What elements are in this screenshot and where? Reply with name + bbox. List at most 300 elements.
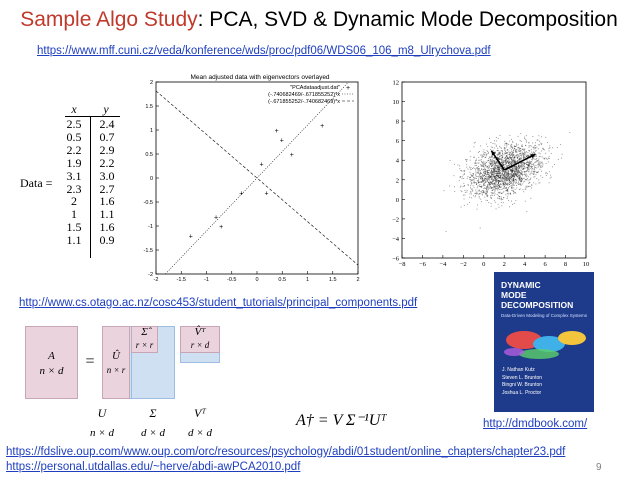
c2-sample-point (520, 140, 521, 141)
c2-sample-point (528, 169, 529, 170)
c2-sample-point (538, 162, 539, 163)
c2-sample-point (512, 188, 513, 189)
link-oup-chapter23[interactable]: https://fdslive.oup.com/www.oup.com/orc/resources/psychology/abdi/01student/online_chapters/chapter23.pdf (6, 446, 566, 458)
c2-sample-point (490, 162, 491, 163)
c1-data-point: + (239, 190, 244, 198)
c2-sample-point (473, 195, 474, 196)
c2-sample-point (491, 155, 492, 156)
c2-sample-point (473, 175, 474, 176)
c2-sample-point (474, 157, 475, 158)
c1-data-point: + (289, 151, 294, 159)
c2-sample-point (475, 193, 476, 194)
c2-sample-point (549, 147, 550, 148)
column-rule (90, 116, 91, 258)
c2-sample-point (523, 166, 524, 167)
c2-sample-point (505, 162, 506, 163)
c2-sample-point (499, 178, 500, 179)
c2-sample-point (511, 179, 512, 180)
c2-sample-point (520, 150, 521, 151)
c2-sample-point (460, 186, 461, 187)
c2-sample-point (449, 186, 450, 187)
c2-sample-point (517, 173, 518, 174)
c2-sample-point (549, 145, 550, 146)
c2-sample-point (494, 170, 495, 171)
c2-sample-point (477, 170, 478, 171)
c2-sample-point (495, 187, 496, 188)
c2-sample-point (501, 184, 502, 185)
c2-sample-point (541, 162, 542, 163)
c2-sample-point (488, 170, 489, 171)
c2-sample-point (494, 161, 495, 162)
c2-sample-point (473, 167, 474, 168)
c2-sample-point (524, 138, 525, 139)
c2-sample-point (496, 163, 497, 164)
c2-sample-point (478, 191, 479, 192)
c2-sample-point (497, 155, 498, 156)
c2-sample-point (481, 201, 482, 202)
c2-sample-point (486, 166, 487, 167)
cell-x-9: 1.1 (66, 233, 82, 248)
c2-sample-point (503, 192, 504, 193)
c2-sample-point (505, 185, 506, 186)
c2-sample-point (491, 179, 492, 180)
c2-sample-point (487, 200, 488, 201)
c2-sample-point (503, 161, 504, 162)
c2-sample-point (527, 162, 528, 163)
c2-sample-point (504, 147, 505, 148)
c2-sample-point (497, 169, 498, 170)
c2-sample-point (490, 187, 491, 188)
c2-sample-point (523, 168, 524, 169)
c2-sample-point (531, 161, 532, 162)
c2-sample-point (491, 173, 492, 174)
c2-sample-point (512, 186, 513, 187)
c2-sample-point (466, 192, 467, 193)
c2-sample-point (539, 161, 540, 162)
c2-sample-point (495, 190, 496, 191)
c2-sample-point (526, 186, 527, 187)
c2-sample-point (508, 158, 509, 159)
c2-sample-point (508, 187, 509, 188)
c2-sample-point (507, 178, 508, 179)
c2-sample-point (520, 159, 521, 160)
c2-sample-point (494, 143, 495, 144)
c2-sample-point (496, 162, 497, 163)
c2-sample-point (465, 159, 466, 160)
c2-sample-point (482, 190, 483, 191)
c2-sample-point (485, 194, 486, 195)
c2-sample-point (464, 185, 465, 186)
c2-sample-point (529, 145, 530, 146)
dmd-book-cover[interactable] (494, 272, 594, 412)
c2-sample-point (492, 171, 493, 172)
c2-sample-point (488, 158, 489, 159)
chart1-legend (268, 85, 354, 105)
c2-sample-point (530, 168, 531, 169)
c2-sample-point (480, 145, 481, 146)
c2-sample-point (497, 188, 498, 189)
c2-ytick-label: 8 (395, 118, 399, 126)
c2-sample-point (471, 194, 472, 195)
c2-sample-point (476, 165, 477, 166)
c2-sample-point (502, 173, 503, 174)
c2-sample-point (496, 175, 497, 176)
c2-sample-point (491, 147, 492, 148)
c1-xtick-label: -2 (153, 277, 159, 283)
c2-sample-point (544, 149, 545, 150)
c2-sample-point (472, 180, 473, 181)
c2-sample-point (469, 202, 470, 203)
c2-sample-point (504, 145, 505, 146)
c2-sample-point (491, 203, 492, 204)
c2-sample-point (494, 163, 495, 164)
c2-sample-point (502, 163, 503, 164)
c2-sample-point (511, 144, 512, 145)
c2-sample-point (472, 183, 473, 184)
c2-sample-point (521, 154, 522, 155)
c2-sample-point (477, 172, 478, 173)
c2-sample-point (483, 179, 484, 180)
c2-sample-point (472, 179, 473, 180)
c2-sample-point (521, 166, 522, 167)
c2-sample-point (527, 187, 528, 188)
c2-sample-point (492, 174, 493, 175)
c2-sample-point (500, 152, 501, 153)
c1-data-point: + (219, 223, 224, 231)
c2-sample-point (532, 164, 533, 165)
matrix-sigma-hat-dim: r × r (135, 340, 154, 350)
c2-sample-point (510, 194, 511, 195)
c2-sample-point (512, 178, 513, 179)
header-x: x (71, 102, 77, 116)
c2-sample-point (501, 175, 502, 176)
c2-xtick-label: 4 (523, 261, 527, 268)
c2-sample-point (506, 174, 507, 175)
c2-sample-point (508, 173, 509, 174)
c2-sample-point (481, 179, 482, 180)
c2-sample-point (561, 158, 562, 159)
c2-sample-point (482, 178, 483, 179)
c2-sample-point (524, 172, 525, 173)
c2-sample-point (493, 180, 494, 181)
c2-sample-point (534, 158, 535, 159)
c2-sample-point (495, 162, 496, 163)
c2-sample-point (509, 156, 510, 157)
c2-sample-point (497, 187, 498, 188)
c2-ytick-label: 2 (395, 177, 399, 185)
c2-sample-point (484, 197, 485, 198)
c2-sample-point (504, 173, 505, 174)
c2-sample-point (541, 143, 542, 144)
c2-sample-point (488, 185, 489, 186)
c2-sample-point (524, 153, 525, 154)
c2-sample-point (514, 185, 515, 186)
c2-sample-point (524, 166, 525, 167)
c2-sample-point (527, 178, 528, 179)
link-otago-pdf[interactable]: http://www.cs.otago.ac.nz/cosc453/student_tutorials/principal_components.pdf (19, 297, 418, 309)
c2-sample-point (501, 157, 502, 158)
label-u: U (97, 406, 107, 420)
c2-sample-point (475, 165, 476, 166)
c2-sample-point (492, 193, 493, 194)
c2-sample-point (510, 193, 511, 194)
cell-x-5: 2.3 (66, 181, 82, 196)
c2-sample-point (483, 154, 484, 155)
c2-sample-point (492, 179, 493, 180)
c2-sample-point (465, 192, 466, 193)
c2-sample-point (520, 170, 521, 171)
c2-sample-point (508, 193, 509, 194)
c2-sample-point (523, 165, 524, 166)
c2-sample-point (461, 207, 462, 208)
c2-sample-point (470, 192, 471, 193)
c2-sample-point (501, 205, 502, 206)
c2-sample-point (509, 169, 510, 170)
c2-sample-point (494, 158, 495, 159)
c2-sample-point (510, 152, 511, 153)
c2-sample-point (520, 176, 521, 177)
c2-sample-point (534, 147, 535, 148)
c2-sample-point (509, 162, 510, 163)
c2-sample-point (511, 170, 512, 171)
page-number: 9 (596, 462, 602, 473)
c2-sample-point (511, 155, 512, 156)
c2-sample-point (513, 168, 514, 169)
c2-sample-point (525, 175, 526, 176)
c2-sample-point (491, 197, 492, 198)
c2-sample-point (540, 163, 541, 164)
c2-sample-point (516, 185, 517, 186)
c2-sample-point (506, 146, 507, 147)
c2-sample-point (481, 165, 482, 166)
c2-sample-point (491, 170, 492, 171)
c2-sample-point (495, 171, 496, 172)
c1-data-point: + (214, 214, 219, 222)
c2-sample-point (516, 188, 517, 189)
c2-sample-point (534, 166, 535, 167)
c2-sample-point (522, 179, 523, 180)
c2-sample-point (485, 172, 486, 173)
c2-sample-point (525, 163, 526, 164)
c2-sample-point (535, 184, 536, 185)
c2-sample-point (516, 143, 517, 144)
c2-sample-point (463, 195, 464, 196)
c2-sample-point (504, 158, 505, 159)
link-dmdbook[interactable]: http://dmdbook.com/ (483, 418, 588, 430)
c2-sample-point (493, 189, 494, 190)
c2-sample-point (533, 182, 534, 183)
c2-sample-point (530, 145, 531, 146)
c2-sample-point (487, 186, 488, 187)
c2-sample-point (474, 178, 475, 179)
c2-sample-point (532, 136, 533, 137)
c2-sample-point (486, 144, 487, 145)
c2-sample-point (464, 199, 465, 200)
c2-sample-point (486, 170, 487, 171)
c2-sample-point (483, 188, 484, 189)
link-abdi-pca2010[interactable]: https://personal.utdallas.edu/~herve/abdi-awPCA2010.pdf (6, 461, 301, 473)
c2-sample-point (500, 155, 501, 156)
c2-sample-point (492, 195, 493, 196)
c2-sample-point (469, 193, 470, 194)
c1-xtick-label: -1 (204, 277, 209, 283)
c2-sample-point (482, 176, 483, 177)
c2-sample-point (499, 153, 500, 154)
c2-sample-point (495, 182, 496, 183)
c2-sample-point (488, 187, 489, 188)
c2-sample-point (517, 157, 518, 158)
c2-sample-point (492, 156, 493, 157)
c2-sample-point (490, 160, 491, 161)
c2-sample-point (496, 179, 497, 180)
c2-sample-point (474, 143, 475, 144)
c2-sample-point (542, 166, 543, 167)
c2-sample-point (464, 171, 465, 172)
c2-sample-point (503, 191, 504, 192)
c1-data-point: + (279, 137, 284, 145)
c2-sample-point (542, 148, 543, 149)
c2-sample-point (513, 179, 514, 180)
title-rest: : PCA, SVD & Dynamic Mode Decomposition (197, 8, 618, 31)
c2-sample-point (507, 162, 508, 163)
c2-sample-point (487, 192, 488, 193)
c2-sample-point (519, 159, 520, 160)
c2-sample-point (507, 149, 508, 150)
c2-sample-point (522, 184, 523, 185)
c2-sample-point (515, 193, 516, 194)
c2-sample-point (480, 199, 481, 200)
c2-sample-point (487, 191, 488, 192)
c2-ytick-label: −6 (392, 255, 399, 263)
c2-xtick-label: −8 (398, 261, 406, 268)
c2-sample-point (486, 156, 487, 157)
c2-sample-point (516, 181, 517, 182)
c2-sample-point (518, 155, 519, 156)
c2-sample-point (522, 144, 523, 145)
c2-sample-point (480, 172, 481, 173)
c2-sample-point (511, 185, 512, 186)
c2-sample-point (512, 175, 513, 176)
c2-sample-point (523, 153, 524, 154)
c1-data-point: + (259, 161, 264, 169)
c2-sample-point (534, 176, 535, 177)
c2-sample-point (502, 152, 503, 153)
cell-x-6: 2 (71, 194, 77, 209)
c2-sample-point (476, 163, 477, 164)
c2-sample-point (527, 169, 528, 170)
c2-sample-point (524, 174, 525, 175)
c2-sample-point (499, 173, 500, 174)
column-y (93, 118, 121, 247)
c2-sample-point (516, 169, 517, 170)
c2-sample-point (520, 158, 521, 159)
c2-sample-point (472, 176, 473, 177)
c2-sample-point (518, 184, 519, 185)
c2-sample-point (509, 177, 510, 178)
c2-sample-point (470, 160, 471, 161)
c2-sample-point (499, 168, 500, 169)
c2-sample-point (521, 173, 522, 174)
c2-sample-point (463, 186, 464, 187)
c2-sample-point (519, 167, 520, 168)
c2-sample-point (502, 177, 503, 178)
c2-sample-point (479, 196, 480, 197)
c2-sample-point (534, 149, 535, 150)
c2-sample-point (493, 172, 494, 173)
c2-sample-point (498, 198, 499, 199)
c2-sample-point (534, 172, 535, 173)
c2-sample-point (480, 176, 481, 177)
c2-sample-point (527, 167, 528, 168)
c2-sample-point (526, 151, 527, 152)
c2-sample-point (538, 183, 539, 184)
c2-sample-point (488, 174, 489, 175)
c2-sample-point (512, 184, 513, 185)
c2-sample-point (550, 178, 551, 179)
c2-sample-point (511, 151, 512, 152)
c2-sample-point (491, 166, 492, 167)
c2-sample-point (501, 197, 502, 198)
c2-sample-point (503, 178, 504, 179)
c2-sample-point (511, 176, 512, 177)
c2-sample-point (518, 182, 519, 183)
c2-sample-point (481, 187, 482, 188)
c2-sample-point (492, 190, 493, 191)
c2-sample-point (479, 151, 480, 152)
c2-sample-point (514, 169, 515, 170)
c2-sample-point (501, 181, 502, 182)
c2-sample-point (516, 145, 517, 146)
c2-sample-point (464, 170, 465, 171)
c2-sample-point (494, 188, 495, 189)
c2-sample-point (506, 181, 507, 182)
c2-sample-point (529, 167, 530, 168)
c2-sample-point (511, 154, 512, 155)
c2-sample-point (490, 149, 491, 150)
c2-sample-point (489, 180, 490, 181)
c2-sample-point (490, 184, 491, 185)
c2-sample-point (507, 184, 508, 185)
c2-sample-point (496, 161, 497, 162)
c2-sample-point (470, 174, 471, 175)
c2-sample-point (525, 201, 526, 202)
c2-sample-point (515, 189, 516, 190)
c2-sample-point (525, 187, 526, 188)
c2-sample-point (492, 184, 493, 185)
c2-sample-point (488, 189, 489, 190)
c2-sample-point (499, 185, 500, 186)
c2-sample-point (505, 182, 506, 183)
c2-sample-point (519, 151, 520, 152)
c2-sample-point (483, 166, 484, 167)
c2-sample-point (497, 178, 498, 179)
c2-sample-point (507, 158, 508, 159)
c2-ytick-label: −2 (392, 216, 399, 224)
c2-sample-point (491, 206, 492, 207)
c2-sample-point (515, 146, 516, 147)
c2-sample-point (499, 181, 500, 182)
c2-sample-point (545, 173, 546, 174)
c2-sample-point (490, 197, 491, 198)
c2-sample-point (536, 165, 537, 166)
cell-y-5: 2.7 (99, 181, 115, 196)
c2-sample-point (505, 171, 506, 172)
link-ulrychova-pdf[interactable]: https://www.mff.cuni.cz/veda/konference/wds/proc/pdf06/WDS06_106_m8_Ulrychova.pdf (37, 45, 491, 57)
c2-sample-point (485, 152, 486, 153)
c2-sample-point (531, 162, 532, 163)
c1-ytick-label: 1.5 (145, 104, 153, 110)
c1-data-point: + (264, 190, 269, 198)
